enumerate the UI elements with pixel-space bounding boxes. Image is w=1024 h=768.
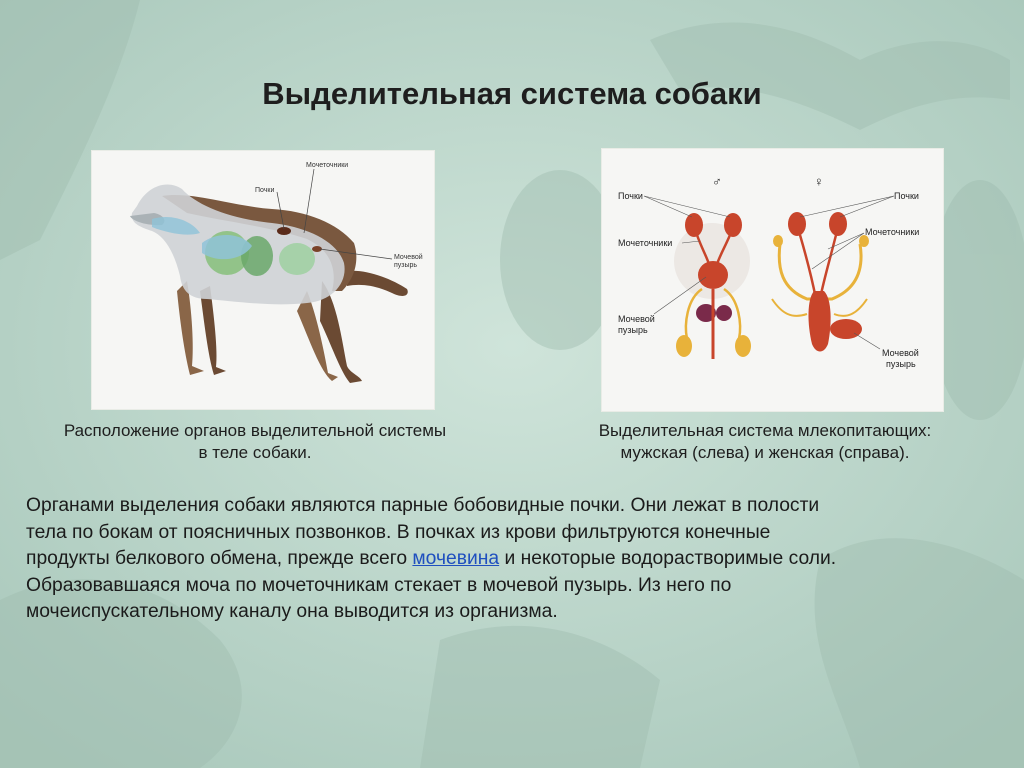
label-kidneys-male: Почки [618,191,643,201]
label-bladder-female-2: пузырь [886,359,916,369]
female-symbol: ♀ [814,174,824,189]
label-kidneys-female: Почки [894,191,919,201]
label-bladder-2: пузырь [394,262,418,269]
left-figure-caption [20,420,490,464]
male-system-drawing [674,213,751,359]
body-line3-start: продукты белкового обмена, прежде всего [26,548,413,569]
label-bladder-male-2: пузырь [618,325,648,335]
body-line5: мочеиспускательному каналу она выводится из организма. [26,601,558,622]
male-symbol: ♂ [712,174,722,189]
body-paragraph [26,493,1011,626]
slide-title: Выделительная система собаки [262,76,762,111]
label-ureters-female: Мочеточники [865,227,920,237]
body-line3 [26,546,1011,573]
female-system-drawing [772,212,869,352]
dog-anatomy-figure [92,151,434,409]
body-line2: тела по бокам от поясничных позвонков. В почках из крови фильтруются конечные [26,521,771,543]
right-caption-line1: Выделительная система млекопитающих: [598,421,932,440]
label-bladder-female-1: Мочевой [882,348,919,358]
label-ureters: Мочеточники [306,162,349,169]
label-kidneys: Почки [255,187,275,194]
label-bladder-1: Мочевой [394,254,423,261]
mammal-excretory-figure [602,149,943,411]
right-caption-line2: мужская (слева) и женская (справа). [620,443,910,462]
left-caption-line1: Расположение органов выделительной системы [63,421,447,440]
right-figure-caption [540,420,990,464]
body-line4: Образовавшаяся моча по мочеточникам стекает в мочевой пузырь. Из него по [26,574,732,596]
body-line3-end: и некоторые водорастворимые соли. [499,548,837,569]
organ-diagram [602,149,943,411]
body-line1: Органами выделения собаки являются парные бобовидные почки. Они лежат в полости [26,495,820,516]
left-caption-line2: в теле собаки. [198,443,312,462]
label-ureters-male: Мочеточники [618,238,673,248]
urea-link[interactable]: мочевина [412,548,500,569]
label-bladder-male-1: Мочевой [618,314,655,324]
